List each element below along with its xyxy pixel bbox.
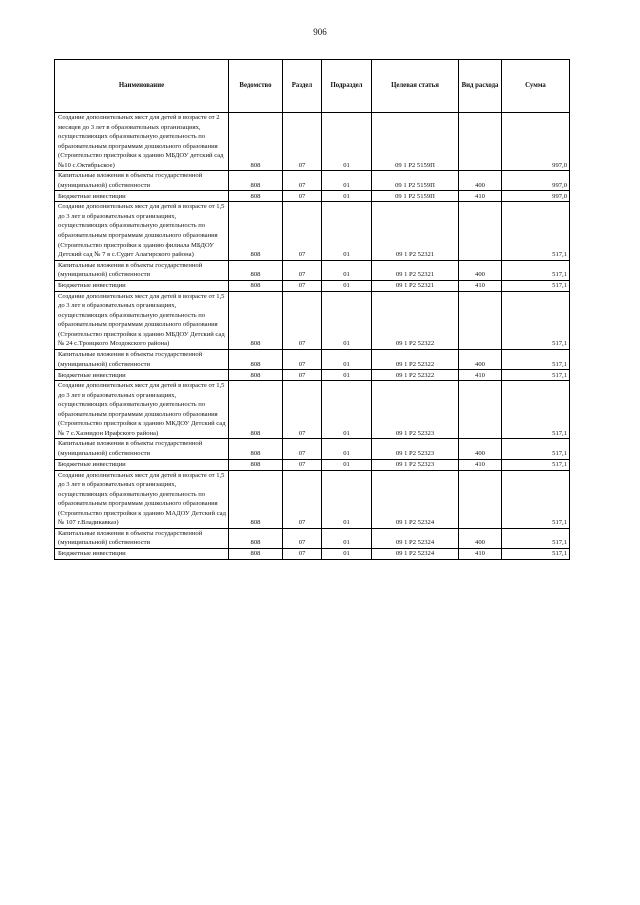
cell-amount: 517,1 [502, 459, 570, 470]
header-exp-type: Вид расхода [459, 60, 502, 113]
table-row [55, 191, 570, 202]
table-row [55, 459, 570, 470]
cell-subsection: 01 [322, 260, 372, 280]
cell-subsection: 01 [322, 470, 372, 528]
cell-section: 07 [283, 370, 322, 381]
table-header-row [55, 60, 570, 113]
cell-target: 09 1 P2 52321 [372, 280, 459, 291]
cell-exp-type: 410 [459, 191, 502, 202]
cell-exp-type [459, 381, 502, 439]
cell-exp-type: 410 [459, 370, 502, 381]
cell-name: Капитальные вложения в объекты государственной (муниципальной) собственности [55, 350, 229, 370]
cell-section: 07 [283, 350, 322, 370]
cell-amount: 517,1 [502, 381, 570, 439]
cell-amount: 997,0 [502, 113, 570, 171]
cell-subsection: 01 [322, 370, 372, 381]
cell-target: 09 1 P2 52324 [372, 528, 459, 548]
cell-section: 07 [283, 171, 322, 191]
cell-subsection: 01 [322, 528, 372, 548]
header-name: Наименование [55, 60, 229, 113]
cell-target: 09 1 P2 52323 [372, 459, 459, 470]
cell-amount: 517,1 [502, 370, 570, 381]
table-row [55, 548, 570, 559]
cell-amount: 997,0 [502, 171, 570, 191]
cell-target: 09 1 P2 52321 [372, 202, 459, 260]
cell-exp-type: 410 [459, 459, 502, 470]
table-row [55, 381, 570, 439]
cell-target: 09 1 P2 52322 [372, 350, 459, 370]
cell-exp-type: 400 [459, 350, 502, 370]
cell-section: 07 [283, 202, 322, 260]
cell-target: 09 1 P2 52324 [372, 548, 459, 559]
cell-target: 09 1 P2 52324 [372, 470, 459, 528]
cell-section: 07 [283, 113, 322, 171]
budget-table [54, 59, 570, 560]
cell-exp-type: 400 [459, 171, 502, 191]
cell-subsection: 01 [322, 439, 372, 459]
cell-dept: 808 [229, 470, 283, 528]
header-subsection: Подраздел [322, 60, 372, 113]
cell-target: 09 1 P2 52322 [372, 291, 459, 349]
cell-exp-type: 400 [459, 439, 502, 459]
cell-exp-type [459, 291, 502, 349]
cell-name: Бюджетные инвестиции [55, 548, 229, 559]
cell-dept: 808 [229, 113, 283, 171]
cell-target: 09 1 P2 52323 [372, 381, 459, 439]
cell-dept: 808 [229, 528, 283, 548]
table-row [55, 171, 570, 191]
cell-dept: 808 [229, 280, 283, 291]
cell-section: 07 [283, 191, 322, 202]
cell-section: 07 [283, 548, 322, 559]
cell-section: 07 [283, 439, 322, 459]
cell-subsection: 01 [322, 113, 372, 171]
cell-exp-type [459, 202, 502, 260]
table-body [55, 113, 570, 560]
cell-name: Бюджетные инвестиции [55, 370, 229, 381]
cell-name: Создание дополнительных мест для детей в возрасте от 1,5 до 3 лет в образовательных организациях, осуществляющих образовательную деятельность по образовательным программам дошкольного образования (Строительство пристройки к зданию МБДОУ Детский сад № 24 с.Троицкого Моздокского района) [55, 291, 229, 349]
cell-name: Капитальные вложения в объекты государственной (муниципальной) собственности [55, 528, 229, 548]
cell-exp-type: 400 [459, 260, 502, 280]
cell-name: Капитальные вложения в объекты государственной (муниципальной) собственности [55, 439, 229, 459]
cell-target: 09 1 P2 52323 [372, 439, 459, 459]
header-amount: Сумма [502, 60, 570, 113]
cell-subsection: 01 [322, 202, 372, 260]
cell-amount: 517,1 [502, 202, 570, 260]
cell-exp-type [459, 113, 502, 171]
cell-section: 07 [283, 291, 322, 349]
cell-amount: 517,1 [502, 291, 570, 349]
cell-exp-type: 410 [459, 548, 502, 559]
cell-name: Бюджетные инвестиции [55, 459, 229, 470]
cell-amount: 517,1 [502, 350, 570, 370]
cell-name: Создание дополнительных мест для детей в возрасте от 1,5 до 3 лет в образовательных организациях, осуществляющих образовательную деятельность по образовательным программам дошкольного образования (Строительство пристройки к зданию МАДОУ Детский сад № 107 г.Владикавказ) [55, 470, 229, 528]
cell-section: 07 [283, 459, 322, 470]
cell-dept: 808 [229, 381, 283, 439]
cell-amount: 517,1 [502, 260, 570, 280]
cell-target: 09 1 P2 5159П [372, 191, 459, 202]
cell-section: 07 [283, 260, 322, 280]
cell-exp-type: 400 [459, 528, 502, 548]
cell-section: 07 [283, 528, 322, 548]
cell-name: Бюджетные инвестиции [55, 191, 229, 202]
page-number: 906 [313, 27, 327, 37]
cell-dept: 808 [229, 350, 283, 370]
cell-dept: 808 [229, 548, 283, 559]
cell-exp-type: 410 [459, 280, 502, 291]
cell-exp-type [459, 470, 502, 528]
cell-subsection: 01 [322, 280, 372, 291]
cell-target: 09 1 P2 52321 [372, 260, 459, 280]
table-row [55, 439, 570, 459]
header-target: Целевая статья [372, 60, 459, 113]
cell-section: 07 [283, 381, 322, 439]
cell-dept: 808 [229, 291, 283, 349]
cell-subsection: 01 [322, 191, 372, 202]
cell-dept: 808 [229, 439, 283, 459]
cell-dept: 808 [229, 459, 283, 470]
cell-dept: 808 [229, 260, 283, 280]
cell-dept: 808 [229, 202, 283, 260]
table-row [55, 260, 570, 280]
cell-name: Создание дополнительных мест для детей в возрасте от 1,5 до 3 лет в образовательных организациях, осуществляющих образовательную деятельность по образовательным программам дошкольного образования (Строительство пристройки к зданию филиала МБДОУ Детский сад № 7 в с.Судит Алагирского района) [55, 202, 229, 260]
cell-target: 09 1 P2 5159П [372, 113, 459, 171]
cell-name: Создание дополнительных мест для детей в возрасте от 1,5 до 3 лет в образовательных организациях, осуществляющих образовательную деятельность по образовательным программам дошкольного образования (Строительство пристройки к зданию МКДОУ Детский сад № 7 с.Хазнидон Ирафского района) [55, 381, 229, 439]
cell-dept: 808 [229, 370, 283, 381]
cell-amount: 997,0 [502, 191, 570, 202]
table-row [55, 470, 570, 528]
cell-section: 07 [283, 280, 322, 291]
cell-amount: 517,1 [502, 548, 570, 559]
table-row [55, 280, 570, 291]
cell-amount: 517,1 [502, 470, 570, 528]
header-dept: Ведомство [229, 60, 283, 113]
cell-amount: 517,1 [502, 280, 570, 291]
table-row [55, 350, 570, 370]
cell-subsection: 01 [322, 171, 372, 191]
cell-subsection: 01 [322, 350, 372, 370]
table-row [55, 113, 570, 171]
cell-section: 07 [283, 470, 322, 528]
cell-name: Капитальные вложения в объекты государственной (муниципальной) собственности [55, 171, 229, 191]
cell-name: Бюджетные инвестиции [55, 280, 229, 291]
table-row [55, 202, 570, 260]
cell-amount: 517,1 [502, 439, 570, 459]
cell-target: 09 1 P2 5159П [372, 171, 459, 191]
cell-subsection: 01 [322, 381, 372, 439]
cell-dept: 808 [229, 171, 283, 191]
cell-subsection: 01 [322, 291, 372, 349]
cell-subsection: 01 [322, 548, 372, 559]
table-row [55, 291, 570, 349]
cell-subsection: 01 [322, 459, 372, 470]
cell-target: 09 1 P2 52322 [372, 370, 459, 381]
cell-amount: 517,1 [502, 528, 570, 548]
header-section: Раздел [283, 60, 322, 113]
table-row [55, 370, 570, 381]
cell-dept: 808 [229, 191, 283, 202]
cell-name: Капитальные вложения в объекты государственной (муниципальной) собственности [55, 260, 229, 280]
table-row [55, 528, 570, 548]
cell-name: Создание дополнительных мест для детей в возрасте от 2 месяцев до 3 лет в образовательных организациях, осуществляющих образовательную деятельность по образовательным программам дошкольного образования (Строительство пристройки к зданию МБДОУ детский сад №10 с.Октябрьское) [55, 113, 229, 171]
